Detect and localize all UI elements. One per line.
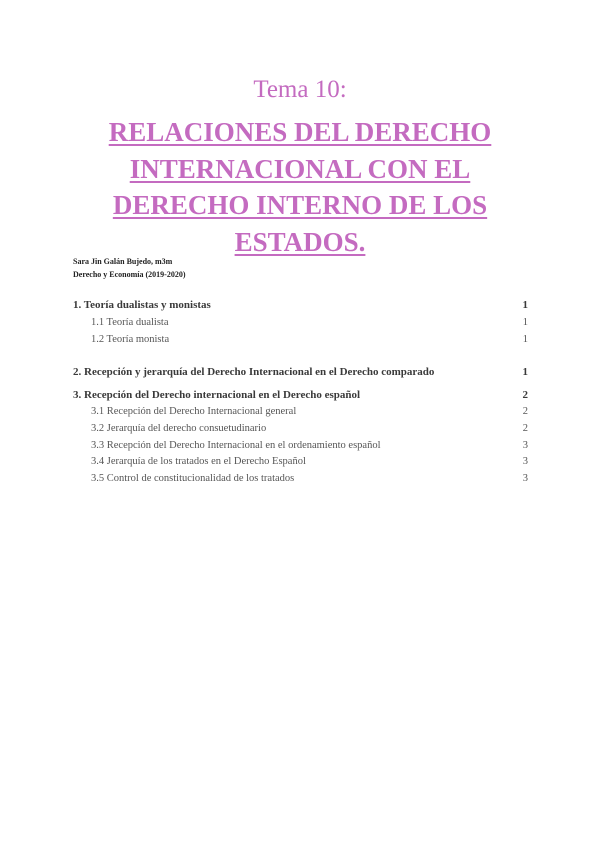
toc-entry-page: 2 — [522, 423, 528, 434]
toc-entry-page: 3 — [522, 456, 528, 467]
toc-entry-1-2[interactable] — [91, 334, 528, 350]
toc-entry-label: 2. Recepción y jerarquía del Derecho Internacional en el Derecho comparado — [73, 366, 435, 378]
tema-heading: Tema 10: — [253, 76, 347, 103]
toc-entry-3-1[interactable] — [91, 406, 528, 422]
toc-entry-page: 1 — [522, 317, 528, 328]
toc-entry-page: 1 — [522, 334, 528, 345]
toc-entry-label: 1. Teoría dualistas y monistas — [73, 299, 211, 311]
toc-entry-3-4[interactable] — [91, 456, 528, 472]
toc-entry-3-2[interactable] — [91, 423, 528, 439]
toc-entry-3-5[interactable] — [91, 473, 528, 489]
toc-entry-label: 3.5 Control de constitucionalidad de los tratados — [91, 473, 295, 484]
toc-entry-label: 3.1 Recepción del Derecho Internacional general — [91, 406, 297, 417]
toc-entry-3[interactable] — [73, 389, 528, 405]
course-name: Derecho y Economía (2019-2020) — [73, 270, 186, 279]
toc-entry-label: 1.2 Teoría monista — [91, 334, 170, 345]
toc-entry-page: 3 — [522, 473, 528, 484]
toc-entry-label: 3. Recepción del Derecho internacional en el Derecho español — [73, 389, 361, 401]
toc-entry-2[interactable] — [73, 366, 528, 382]
toc-entry-page: 2 — [522, 389, 528, 401]
toc-entry-label: 1.1 Teoría dualista — [91, 317, 169, 328]
toc-entry-label: 3.3 Recepción del Derecho Internacional en el ordenamiento español — [91, 440, 381, 451]
toc-entry-page: 1 — [522, 366, 528, 378]
toc-entry-1-1[interactable] — [91, 317, 528, 333]
toc-entry-page: 3 — [522, 440, 528, 451]
document-title: RELACIONES DEL DERECHO INTERNACIONAL CON EL DERECHO INTERNO DE LOS ESTADOS. — [108, 117, 492, 257]
toc-entry-page: 1 — [522, 299, 528, 311]
toc-entry-label: 3.2 Jerarquía del derecho consuetudinario — [91, 423, 267, 434]
toc-entry-page: 2 — [522, 406, 528, 417]
toc-entry-3-3[interactable] — [91, 440, 528, 456]
author-name: Sara Jin Galán Bujedo, m3m — [73, 257, 173, 266]
toc-entry-label: 3.4 Jerarquía de los tratados en el Derecho Español — [91, 456, 306, 467]
toc-entry-1[interactable] — [73, 299, 528, 315]
author-block — [73, 255, 186, 281]
